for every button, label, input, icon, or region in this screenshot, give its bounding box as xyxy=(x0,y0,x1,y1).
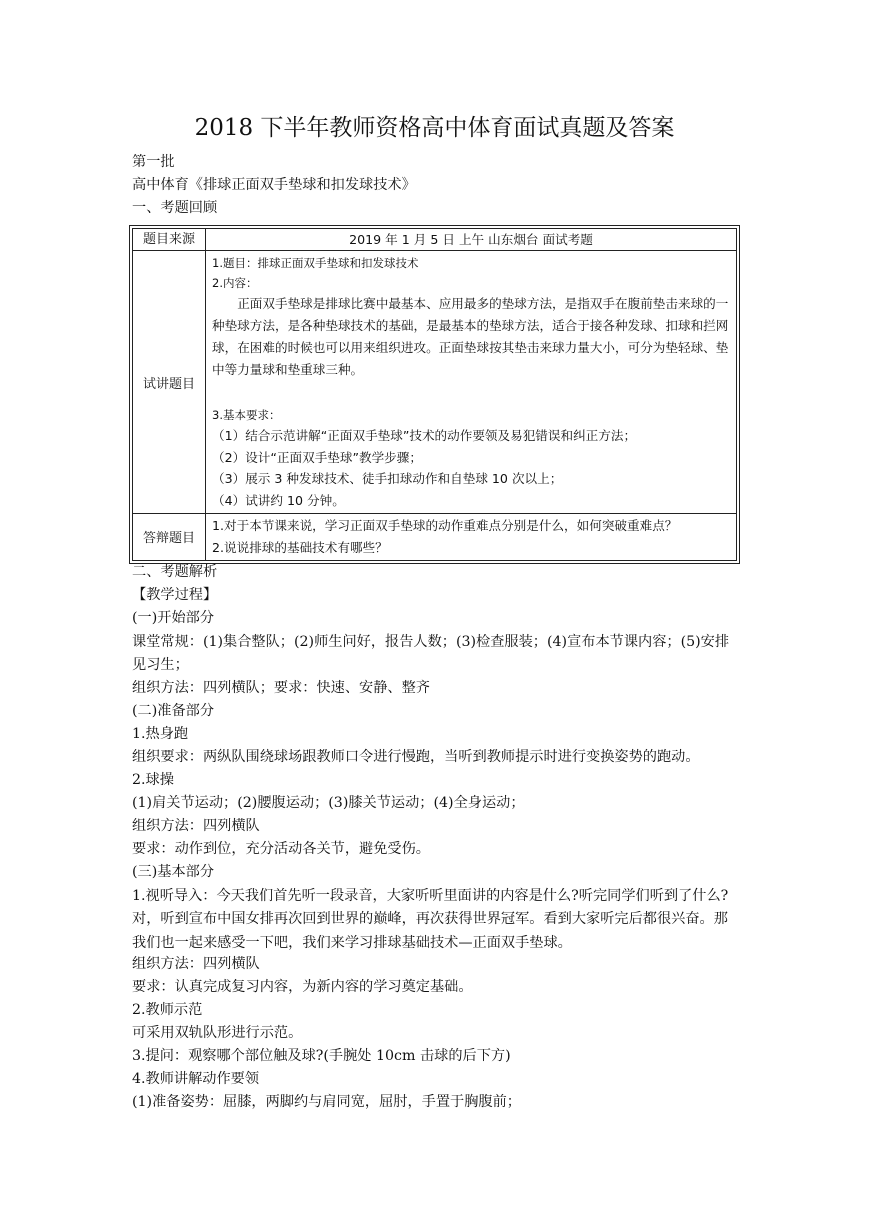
table-row xyxy=(133,251,737,514)
lecture-topic-label: 试讲题目 xyxy=(133,251,206,514)
exercise-requirement: 要求：动作到位，充分活动各关节，避免受伤。 xyxy=(132,841,430,857)
defense-topic-label: 答辩题目 xyxy=(133,514,206,560)
part-heading-preparation: (二)准备部分 xyxy=(132,703,215,719)
requirement-item: （3）展示 3 种发球技术、徒手扣球动作和自垫球 10 次以上； xyxy=(212,471,563,487)
organization-method: 组织方法：四列横队 xyxy=(132,956,260,972)
demo-text: 可采用双轨队形进行示范。 xyxy=(132,1025,303,1041)
requirement-item: （4）试讲约 10 分钟。 xyxy=(212,492,345,508)
table-row xyxy=(133,514,737,560)
requirements-label: 3.基本要求： xyxy=(212,408,281,422)
section-heading-analysis: 二、考题解析 xyxy=(132,564,218,580)
lecture-topic-cell xyxy=(206,251,737,514)
document-title: 2018 下半年教师资格高中体育面试真题及答案 xyxy=(194,115,675,141)
exercise-title: 2.球操 xyxy=(132,772,174,788)
defense-question: 1.对于本节课来说，学习正面双手垫球的动作重难点分别是什么，如何突破重难点？ xyxy=(212,518,678,534)
requirement-item: （2）设计“正面双手垫球”教学步骤； xyxy=(212,449,422,465)
organization-method: 组织方法：四列横队；要求：快速、安静、整齐 xyxy=(132,680,430,696)
organization-method: 组织方法：四列横队 xyxy=(132,818,260,834)
subject-line: 高中体育《排球正面双手垫球和扣发球技术》 xyxy=(132,177,416,193)
defense-topic-cell xyxy=(206,514,737,560)
exercise-items: (1)肩关节运动；(2)腰腹运动；(3)膝关节运动；(4)全身运动； xyxy=(132,795,525,811)
section-heading-review: 一、考题回顾 xyxy=(132,200,218,216)
source-value: 2019 年 1 月 5 日 上午 山东烟台 面试考题 xyxy=(206,229,737,251)
batch-label: 第一批 xyxy=(132,154,175,170)
audio-intro-text: 1.视听导入：今天我们首先听一段录音，大家听听里面讲的内容是什么?听完同学们听到了什么?对，听到宣布中国女排再次回到世界的巅峰，再次获得世界冠军。看到大家听完后都很兴奋。那我们也一起来感受一下吧，我们来学习排球基础技术—正面双手垫球。 xyxy=(132,888,729,951)
class-routine-text: 课堂常规：(1)集合整队；(2)师生问好，报告人数；(3)检查服装；(4)宣布本节课内容；(5)安排见习生； xyxy=(132,634,730,674)
demo-title: 2.教师示范 xyxy=(132,1002,203,1018)
part-heading-basic: (三)基本部分 xyxy=(132,864,215,880)
explain-title: 4.教师讲解动作要领 xyxy=(132,1071,260,1087)
ready-posture-text: (1)准备姿势：屈膝，两脚约与肩同宽，屈肘，手置于胸腹前； xyxy=(132,1094,521,1110)
review-requirement: 要求：认真完成复习内容，为新内容的学习奠定基础。 xyxy=(132,979,473,995)
table-row xyxy=(133,229,737,251)
source-label: 题目来源 xyxy=(133,229,206,251)
part-heading-start: (一)开始部分 xyxy=(132,610,215,626)
warmup-title: 1.热身跑 xyxy=(132,726,189,742)
question-text: 3.提问：观察哪个部位触及球?(手腕处 10cm 击球的后下方) xyxy=(132,1048,511,1064)
topic-line: 1.题目：排球正面双手垫球和扣发球技术 xyxy=(212,256,419,270)
defense-question: 2.说说排球的基础技术有哪些？ xyxy=(212,539,388,555)
question-table xyxy=(132,228,737,561)
teaching-process-heading: 【教学过程】 xyxy=(132,587,218,603)
requirement-item: （1）结合示范讲解“正面双手垫球”技术的动作要领及易犯错误和纠正方法； xyxy=(212,428,637,443)
warmup-requirement: 组织要求：两纵队围绕球场跟教师口令进行慢跑，当听到教师提示时进行变换姿势的跑动。 xyxy=(132,749,700,765)
content-text: 正面双手垫球是排球比赛中最基本、应用最多的垫球方法，是指双手在腹前垫击来球的一种垫球方法，是各种垫球技术的基础，是最基本的垫球方法，适合于接各种发球、扣球和拦网球，在困难的时候也可以用来组织进攻。正面垫球按其垫击来球力量大小，可分为垫轻球、垫中等力量球和垫重球三种。 xyxy=(212,296,729,377)
content-label: 2.内容： xyxy=(212,276,258,290)
